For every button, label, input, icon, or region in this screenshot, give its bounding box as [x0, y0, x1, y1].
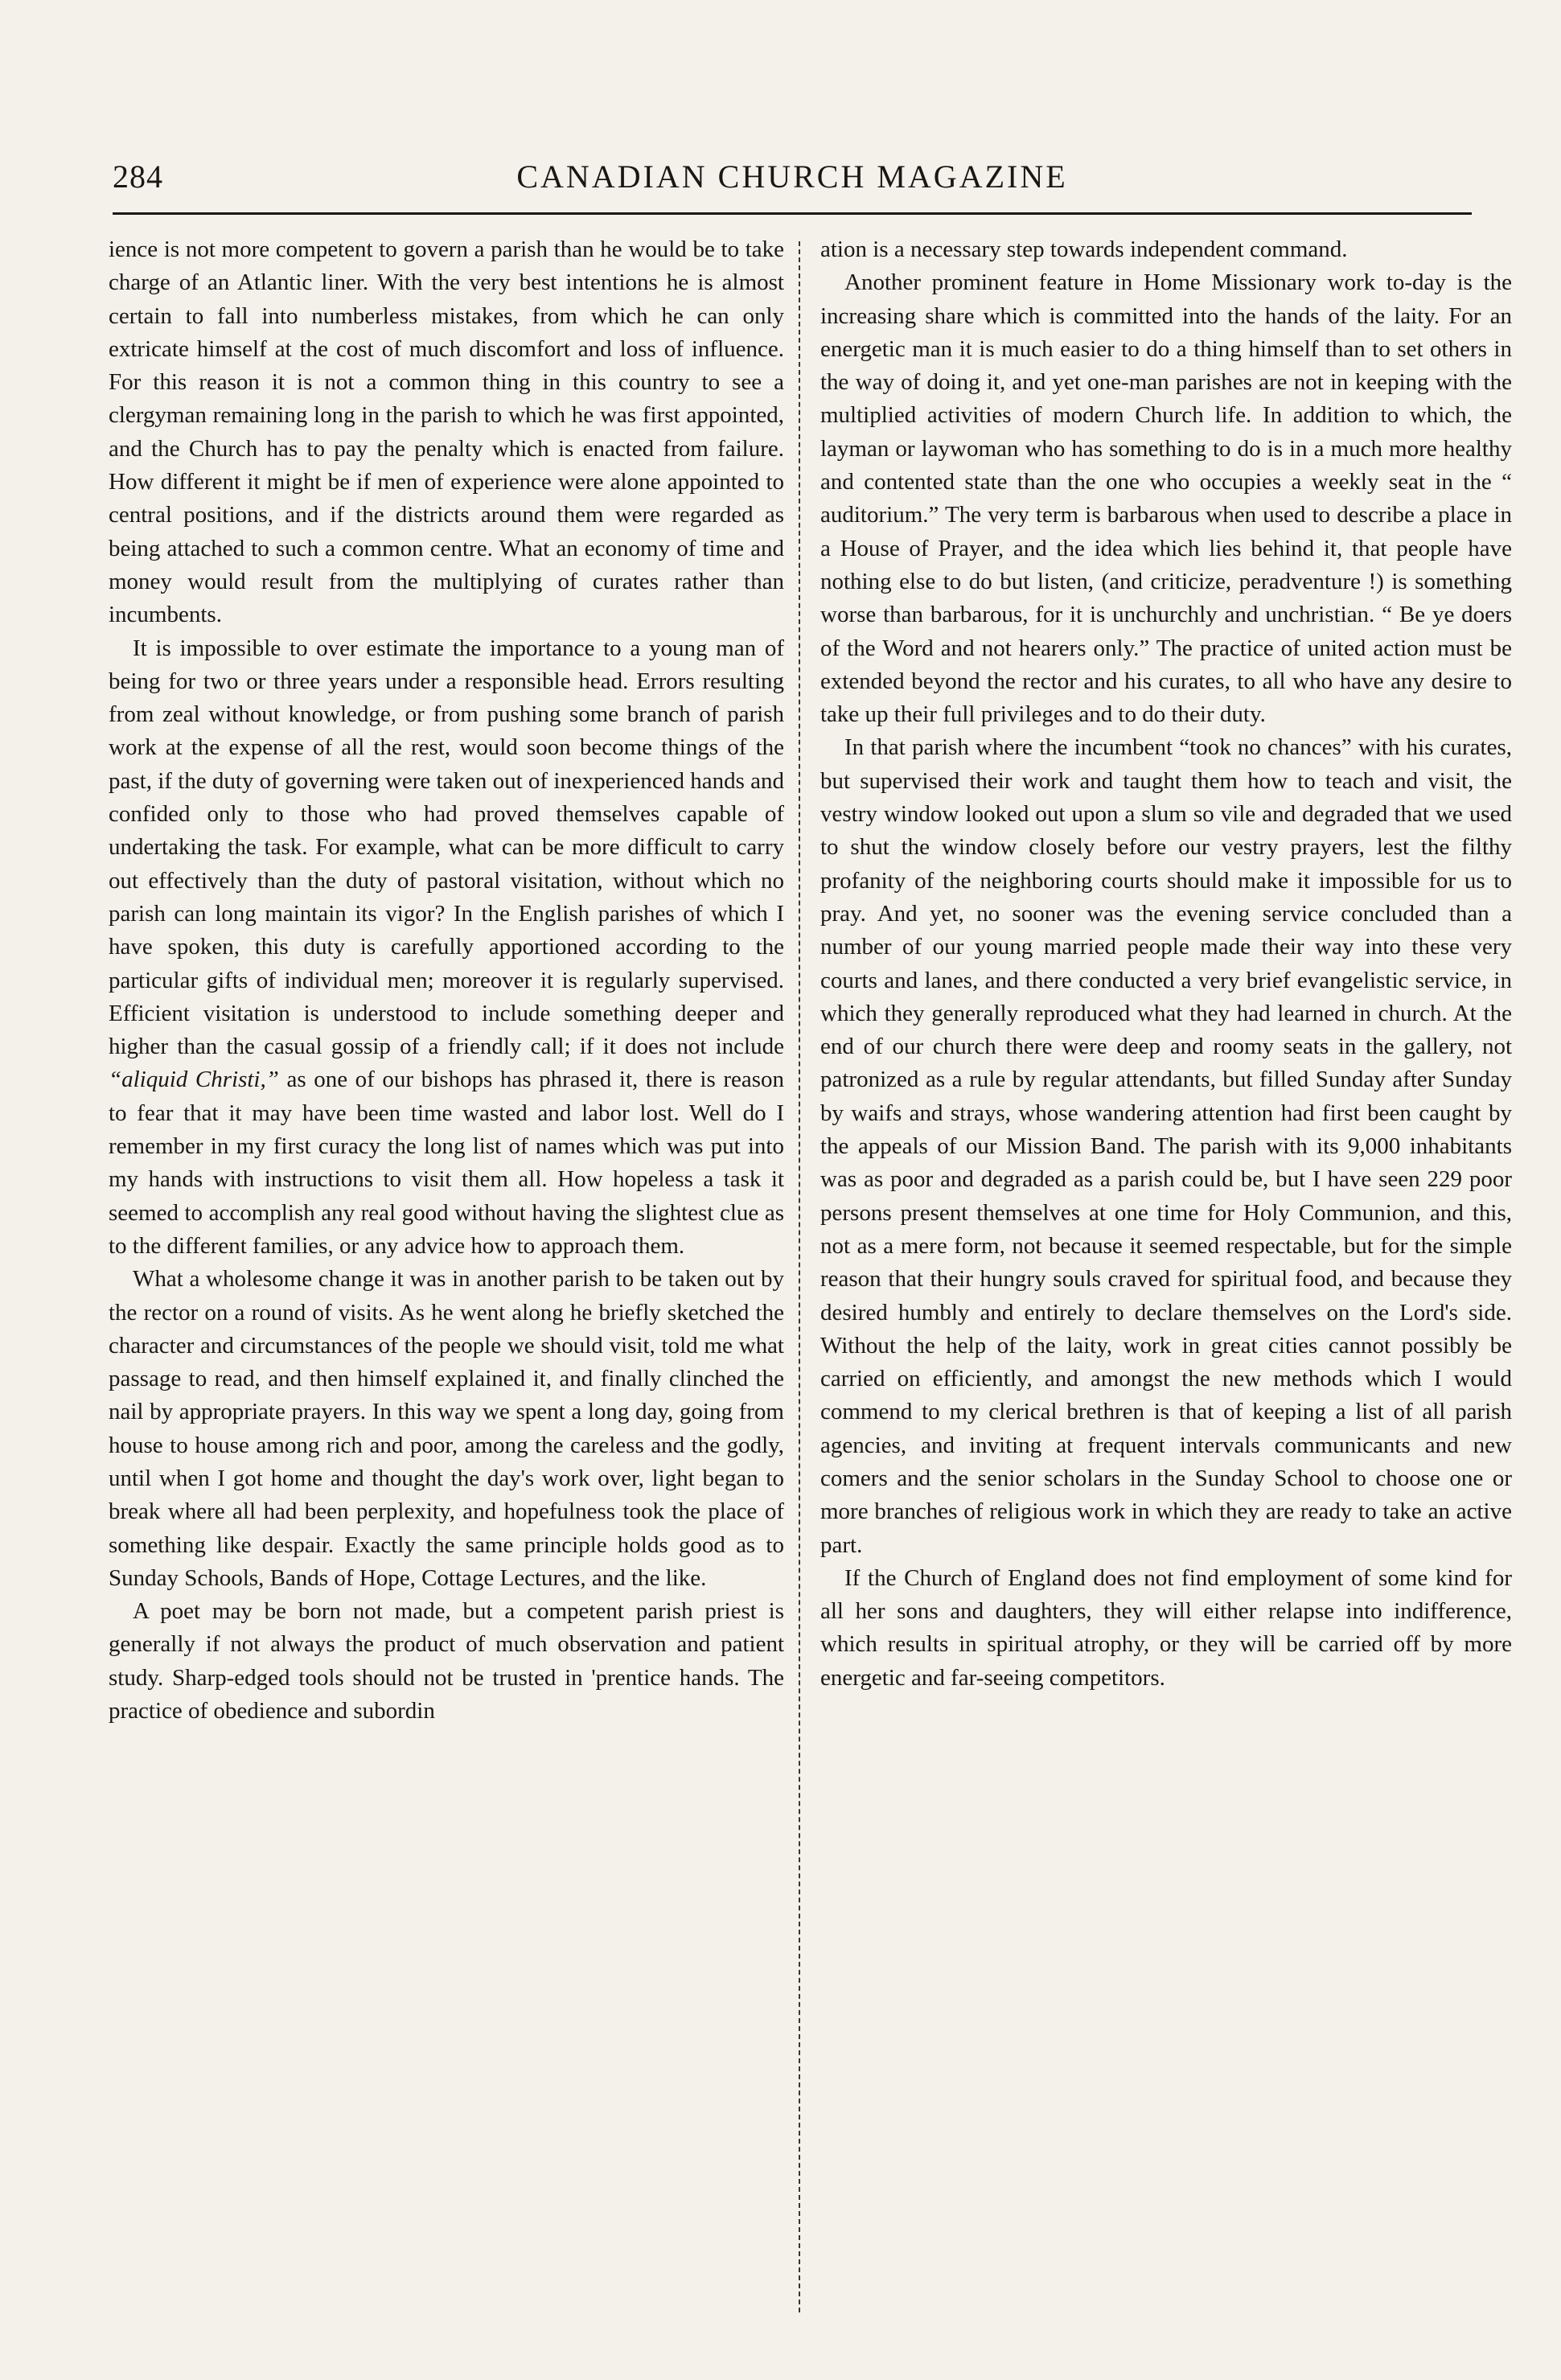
paragraph: [109, 632, 784, 1264]
column-divider: [799, 241, 800, 2312]
paragraph: Another prominent feature in Home Missionary work to-day is the increasing share which is committed into the hands of the laity. For an energetic man it is much easier to do a thing himself than to set others in the way of doing it, and yet one-man parishes are not in keeping with the multiplied activities of modern Church life. In addition to which, the layman or laywoman who has something to do is in a much more healthy and contented state than the one who occupies a weekly seat in the “ auditorium.” The very term is barbarous when used to describe a place in a House of Prayer, and the idea which lies behind it, that people have nothing else to do but listen, (and criticize, peradventure !) is something worse than barbarous, for it is unchurchly and unchristian. “ Be ye doers of the Word and not hearers only.” The practice of united action must be extended beyond the rector and his curates, to all who have any desire to take up their full privileges and to do their duty.: [820, 269, 1512, 728]
page-number: 284: [113, 158, 163, 195]
right-column: [820, 233, 1512, 2325]
paragraph-text: It is impossible to over estimate the importance to a young man of being for two or three years under a responsible head. Errors resulting from zeal without knowledge, or from pushing some branch of parish work at the expense of all the rest, would soon become things of the past, if the duty of governing were taken out of inexperienced hands and confided only to those who had proved themselves capable of undertaking the task. For example, what can be more difficult to carry out effectively than the duty of pastoral visitation, without which no parish can long maintain its vigor? In the English parishes of which I have spoken, this duty is carefully apportioned according to the particular gifts of individual men; moreover it is regularly supervised. Efficient visitation is understood to include something deeper and higher than the casual gossip of a friendly call; if it does not include: [109, 635, 784, 1060]
paragraph-text: as one of our bishops has phrased it, there is reason to fear that it may have been time wasted and labor lost. Well do I remember in my first curacy the long list of names which was put into my hands with instructions to visit them all. How hopeless a task it seemed to accomplish any real good without having the slightest clue as to the different families, or any advice how to approach them.: [109, 1067, 784, 1259]
paragraph: What a wholesome change it was in another parish to be taken out by the rector on a round of visits. As he went along he briefly sketched the character and circumstances of the people we should visit, told me what passage to read, and then himself explained it, and finally clinched the nail by appropriate prayers. In this way we spent a long day, going from house to house among rich and poor, among the careless and the godly, until when I got home and thought the day's work over, light began to break where all had been perplexity, and hopefulness took the place of something like despair. Exactly the same principle holds good as to Sunday Schools, Bands of Hope, Cottage Lectures, and the like.: [109, 1266, 784, 1591]
paragraph: In that parish where the incumbent “took no chances” with his curates, but supervised their work and taught them how to teach and visit, the vestry window looked out upon a slum so vile and degraded that we used to shut the window closely before our vestry prayers, lest the filthy profanity of the neighboring courts should make it impossible for us to pray. And yet, no sooner was the evening service concluded than a number of our young married people made their way into these very courts and lanes, and there conducted a very brief evangelistic service, in which they generally reproduced what they had learned in church. At the end of our church there were deep and roomy seats in the gallery, not patronized as a rule by regular attendants, but filled Sunday after Sunday by waifs and strays, whose wandering attention had first been caught by the appeals of our Mission Band. The parish with its 9,000 inhabitants was as poor and degraded as a parish could be, but I have seen 229 poor persons present themselves at one time for Holy Communion, and this, not as a mere form, not because it seemed respectable, but for the simple reason that their hungry souls craved for spiritual food, and because they desired humbly and entirely to declare themselves on the Lord's side. Without the help of the laity, work in great cities cannot possibly be carried on efficiently, and amongst the new methods which I would commend to my clerical brethren is that of keeping a list of all parish agencies, and inviting at frequent intervals communicants and new comers and the senior scholars in the Sunday School to choose one or more branches of religious work in which they are ready to take an active part.: [820, 734, 1512, 1558]
latin-phrase: “aliquid Christi,”: [109, 1067, 279, 1093]
paragraph: If the Church of England does not find employment of some kind for all her sons and daughters, they will either relapse into indifference, which results in spiritual atrophy, or they will be carried off by more energetic and far-seeing competitors.: [820, 1564, 1512, 1691]
left-column: [109, 233, 784, 2325]
header-rule: [113, 212, 1472, 215]
page-header: [113, 158, 1472, 203]
paragraph: A poet may be born not made, but a competent parish priest is generally if not always the product of much observation and patient study. Sharp-edged tools should not be trusted in 'prentice hands. The practice of obedience and subordin: [109, 1598, 784, 1724]
paragraph: ation is a necessary step towards independent command.: [820, 236, 1348, 262]
paragraph: ience is not more competent to govern a parish than he would be to take charge of an Atlantic liner. With the very best intentions he is almost certain to fall into numberless mistakes, from which he can only extricate himself at the cost of much discomfort and loss of influence. For this reason it is not a common thing in this country to see a clergyman remaining long in the parish to which he was first appointed, and the Church has to pay the penalty which is enacted from failure. How different it might be if men of experience were alone appointed to central positions, and if the districts around them were regarded as being attached to such a common centre. What an economy of time and money would result from the multiplying of curates rather than incumbents.: [109, 236, 784, 628]
running-title: CANADIAN CHURCH MAGAZINE: [516, 158, 1068, 195]
